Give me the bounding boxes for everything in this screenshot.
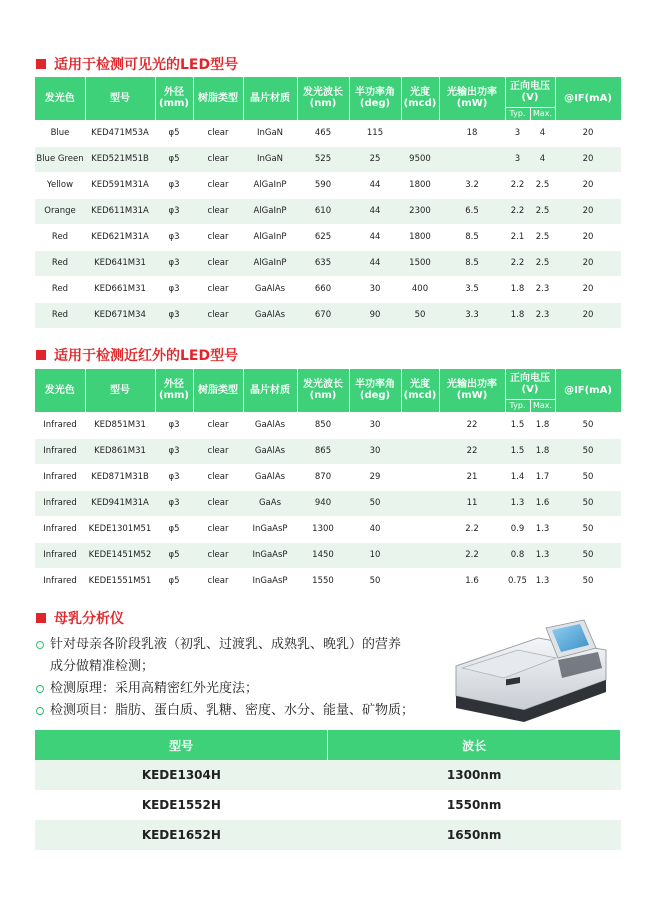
cell-chip: InGaN: [243, 120, 297, 146]
cell-model: KED521M51B: [85, 146, 155, 172]
cell-model: KED671M34: [85, 302, 155, 328]
cell-mcd: 9500: [401, 146, 439, 172]
cell-wl: 590: [297, 172, 349, 198]
cell-model: KEDE1551M51: [85, 568, 155, 594]
header-wavelength: 波长: [328, 730, 621, 760]
cell-resin: clear: [193, 412, 243, 438]
header-power: 光输出功率 (mW): [439, 77, 505, 120]
feature-text-continued: 成分做精准检测；: [50, 659, 155, 674]
cell-model: KED941M31A: [85, 490, 155, 516]
table-row: [35, 172, 621, 198]
cell-chip: GaAlAs: [243, 302, 297, 328]
cell-chip: GaAlAs: [243, 412, 297, 438]
cell-chip: GaAs: [243, 490, 297, 516]
cell-resin: clear: [193, 438, 243, 464]
table-row: [35, 568, 621, 594]
cell-color: Yellow: [35, 172, 85, 198]
cell-chip: AlGaInP: [243, 250, 297, 276]
header-model: 型号: [35, 730, 328, 760]
cell-color: Infrared: [35, 464, 85, 490]
cell-mw: 8.5: [439, 224, 505, 250]
cell-typ: 1.8: [505, 276, 530, 302]
cell-typ: 0.75: [505, 568, 530, 594]
cell-color: Infrared: [35, 516, 85, 542]
section-title-analyzer: [36, 608, 124, 628]
section-title-visible: [36, 54, 238, 74]
circle-bullet-icon: [36, 641, 44, 649]
cell-if: 20: [555, 120, 621, 146]
cell-resin: clear: [193, 198, 243, 224]
cell-mcd: 50: [401, 302, 439, 328]
cell-if: 20: [555, 198, 621, 224]
cell-angle: 50: [349, 490, 401, 516]
cell-color: Red: [35, 250, 85, 276]
circle-bullet-icon: [36, 707, 44, 715]
cell-max: 1.3: [530, 542, 555, 568]
header-diameter: 外径 (mm): [155, 369, 193, 412]
cell-resin: clear: [193, 542, 243, 568]
header-resin: 树脂类型: [193, 369, 243, 412]
cell-dia: φ3: [155, 172, 193, 198]
list-item: [36, 700, 436, 722]
cell-model: KEDE1652H: [35, 820, 328, 850]
cell-model: KED471M53A: [85, 120, 155, 146]
cell-model: KED621M31A: [85, 224, 155, 250]
header-vf-typ: Typ.: [505, 107, 530, 120]
cell-dia: φ3: [155, 302, 193, 328]
cell-wl: 660: [297, 276, 349, 302]
cell-angle: 44: [349, 172, 401, 198]
cell-mcd: [401, 438, 439, 464]
list-item: [36, 678, 436, 700]
cell-dia: φ5: [155, 568, 193, 594]
cell-wl: 1300: [297, 516, 349, 542]
cell-if: 50: [555, 438, 621, 464]
cell-max: 2.5: [530, 224, 555, 250]
section-title-text: 母乳分析仪: [54, 611, 124, 627]
table-row: [35, 438, 621, 464]
cell-mcd: [401, 464, 439, 490]
cell-typ: 3: [505, 146, 530, 172]
cell-dia: φ3: [155, 490, 193, 516]
header-color: 发光色: [35, 77, 85, 120]
square-bullet-icon: [36, 350, 46, 360]
cell-if: 20: [555, 146, 621, 172]
cell-if: 50: [555, 516, 621, 542]
cell-resin: clear: [193, 516, 243, 542]
header-vf-max: Max.: [530, 399, 555, 412]
cell-chip: InGaAsP: [243, 568, 297, 594]
cell-wl: 670: [297, 302, 349, 328]
cell-resin: clear: [193, 146, 243, 172]
header-chip: 晶片材质: [243, 77, 297, 120]
cell-typ: 2.1: [505, 224, 530, 250]
cell-wl: 940: [297, 490, 349, 516]
cell-wl: 1550nm: [328, 790, 621, 820]
cell-resin: clear: [193, 464, 243, 490]
cell-wl: 850: [297, 412, 349, 438]
cell-model: KED591M31A: [85, 172, 155, 198]
cell-dia: φ5: [155, 120, 193, 146]
cell-max: 2.3: [530, 276, 555, 302]
cell-wl: 1450: [297, 542, 349, 568]
cell-angle: 44: [349, 224, 401, 250]
cell-mw: 6.5: [439, 198, 505, 224]
cell-dia: φ5: [155, 516, 193, 542]
cell-mcd: 2300: [401, 198, 439, 224]
table-row: [35, 790, 621, 820]
infrared-led-table-body: [35, 412, 621, 594]
cell-if: 20: [555, 172, 621, 198]
cell-if: 50: [555, 568, 621, 594]
cell-max: 2.5: [530, 198, 555, 224]
cell-mw: 2.2: [439, 542, 505, 568]
cell-max: 1.8: [530, 412, 555, 438]
table-row: [35, 542, 621, 568]
cell-angle: 44: [349, 198, 401, 224]
section-title-text: 适用于检测可见光的LED型号: [54, 57, 239, 73]
cell-wl: 635: [297, 250, 349, 276]
table-row: [35, 490, 621, 516]
cell-dia: φ5: [155, 542, 193, 568]
cell-max: 2.5: [530, 172, 555, 198]
cell-max: 2.5: [530, 250, 555, 276]
cell-mw: 22: [439, 438, 505, 464]
cell-angle: 30: [349, 438, 401, 464]
cell-chip: InGaAsP: [243, 542, 297, 568]
section-title-infrared: [36, 345, 238, 365]
cell-chip: AlGaInP: [243, 172, 297, 198]
header-color: 发光色: [35, 369, 85, 412]
cell-typ: 2.2: [505, 198, 530, 224]
cell-if: 20: [555, 250, 621, 276]
header-vf: 正向电压 (V): [505, 369, 555, 399]
cell-max: 1.7: [530, 464, 555, 490]
cell-mcd: 1500: [401, 250, 439, 276]
header-chip: 晶片材质: [243, 369, 297, 412]
section-title-text: 适用于检测近红外的LED型号: [54, 348, 239, 364]
table-row: [35, 250, 621, 276]
feature-text: 针对母亲各阶段乳液（初乳、过渡乳、成熟乳、晚乳）的营养: [50, 637, 402, 652]
cell-dia: φ3: [155, 412, 193, 438]
cell-typ: 0.8: [505, 542, 530, 568]
cell-color: Blue: [35, 120, 85, 146]
cell-typ: 0.9: [505, 516, 530, 542]
cell-resin: clear: [193, 568, 243, 594]
cell-if: 50: [555, 412, 621, 438]
cell-dia: φ3: [155, 276, 193, 302]
cell-typ: 1.8: [505, 302, 530, 328]
cell-angle: 115: [349, 120, 401, 146]
cell-angle: 29: [349, 464, 401, 490]
header-wavelength: 发光波长 (nm): [297, 77, 349, 120]
cell-color: Red: [35, 276, 85, 302]
cell-typ: 1.3: [505, 490, 530, 516]
table-row: [35, 224, 621, 250]
header-luminous: 光度 (mcd): [401, 369, 439, 412]
cell-wl: 870: [297, 464, 349, 490]
infrared-led-table: [35, 369, 622, 595]
table-row: [35, 412, 621, 438]
cell-color: Infrared: [35, 568, 85, 594]
visible-led-table: [35, 77, 622, 329]
table-row: [35, 198, 621, 224]
header-vf: 正向电压 (V): [505, 77, 555, 107]
feature-list: [36, 634, 436, 722]
cell-if: 50: [555, 490, 621, 516]
cell-if: 50: [555, 542, 621, 568]
header-halfangle: 半功率角 (deg): [349, 77, 401, 120]
table-row: [35, 516, 621, 542]
cell-wl: 1550: [297, 568, 349, 594]
table-row: [35, 276, 621, 302]
cell-resin: clear: [193, 490, 243, 516]
cell-color: Orange: [35, 198, 85, 224]
cell-mw: 11: [439, 490, 505, 516]
cell-max: 4: [530, 120, 555, 146]
cell-mcd: [401, 568, 439, 594]
cell-typ: 3: [505, 120, 530, 146]
cell-wl: 1650nm: [328, 820, 621, 850]
table-row: [35, 760, 621, 790]
cell-mw: 22: [439, 412, 505, 438]
cell-dia: φ3: [155, 464, 193, 490]
cell-if: 20: [555, 224, 621, 250]
header-power: 光输出功率 (mW): [439, 369, 505, 412]
cell-color: Infrared: [35, 438, 85, 464]
cell-mw: 3.2: [439, 172, 505, 198]
cell-dia: φ3: [155, 438, 193, 464]
table-row: [35, 120, 621, 146]
cell-mcd: [401, 542, 439, 568]
cell-wl: 610: [297, 198, 349, 224]
cell-angle: 30: [349, 412, 401, 438]
cell-model: KED861M31: [85, 438, 155, 464]
cell-model: KED641M31: [85, 250, 155, 276]
square-bullet-icon: [36, 59, 46, 69]
cell-typ: 2.2: [505, 172, 530, 198]
cell-mw: 2.2: [439, 516, 505, 542]
cell-wl: 465: [297, 120, 349, 146]
cell-mcd: [401, 412, 439, 438]
cell-model: KEDE1304H: [35, 760, 328, 790]
cell-resin: clear: [193, 120, 243, 146]
cell-mcd: [401, 516, 439, 542]
cell-max: 4: [530, 146, 555, 172]
cell-dia: φ5: [155, 146, 193, 172]
cell-resin: clear: [193, 172, 243, 198]
cell-color: Red: [35, 302, 85, 328]
header-vf-max: Max.: [530, 107, 555, 120]
cell-typ: 1.5: [505, 438, 530, 464]
cell-wl: 1300nm: [328, 760, 621, 790]
cell-model: KED851M31: [85, 412, 155, 438]
table-row: [35, 820, 621, 850]
table-row: [35, 146, 621, 172]
cell-mw: 21: [439, 464, 505, 490]
cell-mw: 1.6: [439, 568, 505, 594]
cell-resin: clear: [193, 276, 243, 302]
cell-color: Infrared: [35, 412, 85, 438]
cell-wl: 865: [297, 438, 349, 464]
cell-mcd: 1800: [401, 172, 439, 198]
header-vf-typ: Typ.: [505, 399, 530, 412]
cell-angle: 40: [349, 516, 401, 542]
circle-bullet-icon: [36, 685, 44, 693]
cell-angle: 50: [349, 568, 401, 594]
cell-angle: 44: [349, 250, 401, 276]
cell-mw: 8.5: [439, 250, 505, 276]
cell-dia: φ3: [155, 250, 193, 276]
cell-mcd: 1800: [401, 224, 439, 250]
cell-resin: clear: [193, 302, 243, 328]
header-resin: 树脂类型: [193, 77, 243, 120]
cell-if: 20: [555, 302, 621, 328]
cell-if: 20: [555, 276, 621, 302]
cell-chip: InGaN: [243, 146, 297, 172]
feature-text: 检测原理：采用高精密红外光度法；: [50, 681, 259, 696]
cell-mw: 18: [439, 120, 505, 146]
cell-chip: AlGaInP: [243, 198, 297, 224]
table-row: [35, 302, 621, 328]
cell-chip: GaAlAs: [243, 438, 297, 464]
cell-wl: 525: [297, 146, 349, 172]
cell-color: Infrared: [35, 490, 85, 516]
cell-model: KEDE1301M51: [85, 516, 155, 542]
cell-mw: 3.3: [439, 302, 505, 328]
cell-color: Red: [35, 224, 85, 250]
cell-max: 2.3: [530, 302, 555, 328]
list-item: [36, 634, 436, 656]
cell-chip: GaAlAs: [243, 276, 297, 302]
cell-resin: clear: [193, 224, 243, 250]
cell-model: KED661M31: [85, 276, 155, 302]
feature-text: 检测项目：脂肪、蛋白质、乳糖、密度、水分、能量、矿物质；: [50, 703, 415, 718]
cell-chip: AlGaInP: [243, 224, 297, 250]
cell-model: KED871M31B: [85, 464, 155, 490]
cell-model: KEDE1451M52: [85, 542, 155, 568]
cell-model: KED611M31A: [85, 198, 155, 224]
cell-max: 1.3: [530, 568, 555, 594]
cell-angle: 25: [349, 146, 401, 172]
header-luminous: 光度 (mcd): [401, 77, 439, 120]
analyzer-model-table-body: [35, 760, 621, 850]
cell-typ: 1.4: [505, 464, 530, 490]
cell-dia: φ3: [155, 198, 193, 224]
cell-angle: 30: [349, 276, 401, 302]
header-wavelength: 发光波长 (nm): [297, 369, 349, 412]
cell-resin: clear: [193, 250, 243, 276]
header-model: 型号: [85, 369, 155, 412]
square-bullet-icon: [36, 613, 46, 623]
header-model: 型号: [85, 77, 155, 120]
cell-angle: 10: [349, 542, 401, 568]
cell-mcd: [401, 490, 439, 516]
visible-led-table-body: [35, 120, 621, 328]
cell-if: 50: [555, 464, 621, 490]
milk-analyzer-device-image: [446, 618, 616, 726]
cell-mcd: [401, 120, 439, 146]
header-halfangle: 半功率角 (deg): [349, 369, 401, 412]
cell-max: 1.3: [530, 516, 555, 542]
cell-mw: [439, 146, 505, 172]
cell-typ: 2.2: [505, 250, 530, 276]
cell-color: Blue Green: [35, 146, 85, 172]
cell-model: KEDE1552H: [35, 790, 328, 820]
cell-angle: 90: [349, 302, 401, 328]
cell-color: Infrared: [35, 542, 85, 568]
header-if: @IF(mA): [555, 369, 621, 412]
cell-typ: 1.5: [505, 412, 530, 438]
cell-max: 1.6: [530, 490, 555, 516]
header-if: @IF(mA): [555, 77, 621, 120]
header-diameter: 外径 (mm): [155, 77, 193, 120]
cell-wl: 625: [297, 224, 349, 250]
cell-chip: GaAlAs: [243, 464, 297, 490]
cell-chip: InGaAsP: [243, 516, 297, 542]
cell-max: 1.8: [530, 438, 555, 464]
cell-mw: 3.5: [439, 276, 505, 302]
table-row: [35, 464, 621, 490]
cell-dia: φ3: [155, 224, 193, 250]
analyzer-model-table: [35, 730, 621, 850]
cell-mcd: 400: [401, 276, 439, 302]
